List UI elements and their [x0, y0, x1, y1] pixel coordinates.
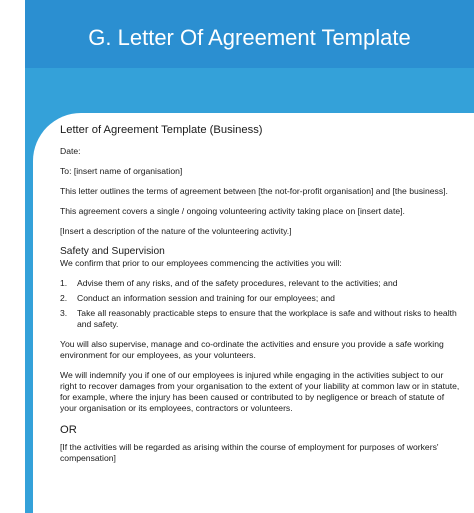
recipient-line: To: [insert name of organisation]	[60, 166, 183, 176]
description-paragraph: [Insert a description of the nature of the volunteering activity.]	[60, 226, 292, 236]
supervise-paragraph: You will also supervise, manage and co-ordinate the activities and ensure you provide a safe working environment for our employees, as your volunteers.	[60, 339, 444, 360]
page-title: G. Letter Of Agreement Template	[88, 25, 411, 50]
coverage-paragraph: This agreement covers a single / ongoing volunteering activity taking place on [insert date].	[60, 206, 405, 216]
date-line: Date:	[60, 146, 81, 156]
workers-comp-paragraph: [If the activities will be regarded as arising within the course of employment for purposes of workers' compensation]	[60, 442, 439, 463]
list-text: Conduct an information session and training for our employees; and	[77, 293, 335, 303]
title-banner	[25, 0, 474, 68]
list-number: 3.	[60, 308, 68, 318]
outline-paragraph: This letter outlines the terms of agreement between [the not-for-profit organisation] and [the business].	[60, 186, 448, 196]
list-text: Advise them of any risks, and of the safety procedures, relevant to the activities; and	[77, 278, 398, 288]
indemnify-paragraph: We will indemnify you if one of our employees is injured while engaging in the activities subject to our right to recover damages from your organisation to the extent of your liability at common law or in statute, for example, where the injury has been caused or contributed to by negligence or breach of statute of your organisation or its employees, contractors or volunteers.	[60, 370, 460, 413]
decorative-left-strip	[25, 113, 33, 513]
list-text: Take all reasonably practicable steps to ensure that the workplace is safe and without risks to health and safety.	[77, 308, 457, 329]
letter-body	[60, 123, 462, 464]
list-item	[60, 293, 462, 304]
list-number: 1.	[60, 278, 68, 288]
obligations-list	[60, 278, 462, 330]
confirm-paragraph: We confirm that prior to our employees commencing the activities you will:	[60, 258, 342, 268]
or-heading: OR	[60, 424, 77, 436]
list-item	[60, 278, 462, 289]
list-number: 2.	[60, 293, 68, 303]
document-heading: Letter of Agreement Template (Business)	[60, 124, 263, 136]
list-item	[60, 308, 462, 330]
safety-heading: Safety and Supervision	[60, 246, 165, 257]
